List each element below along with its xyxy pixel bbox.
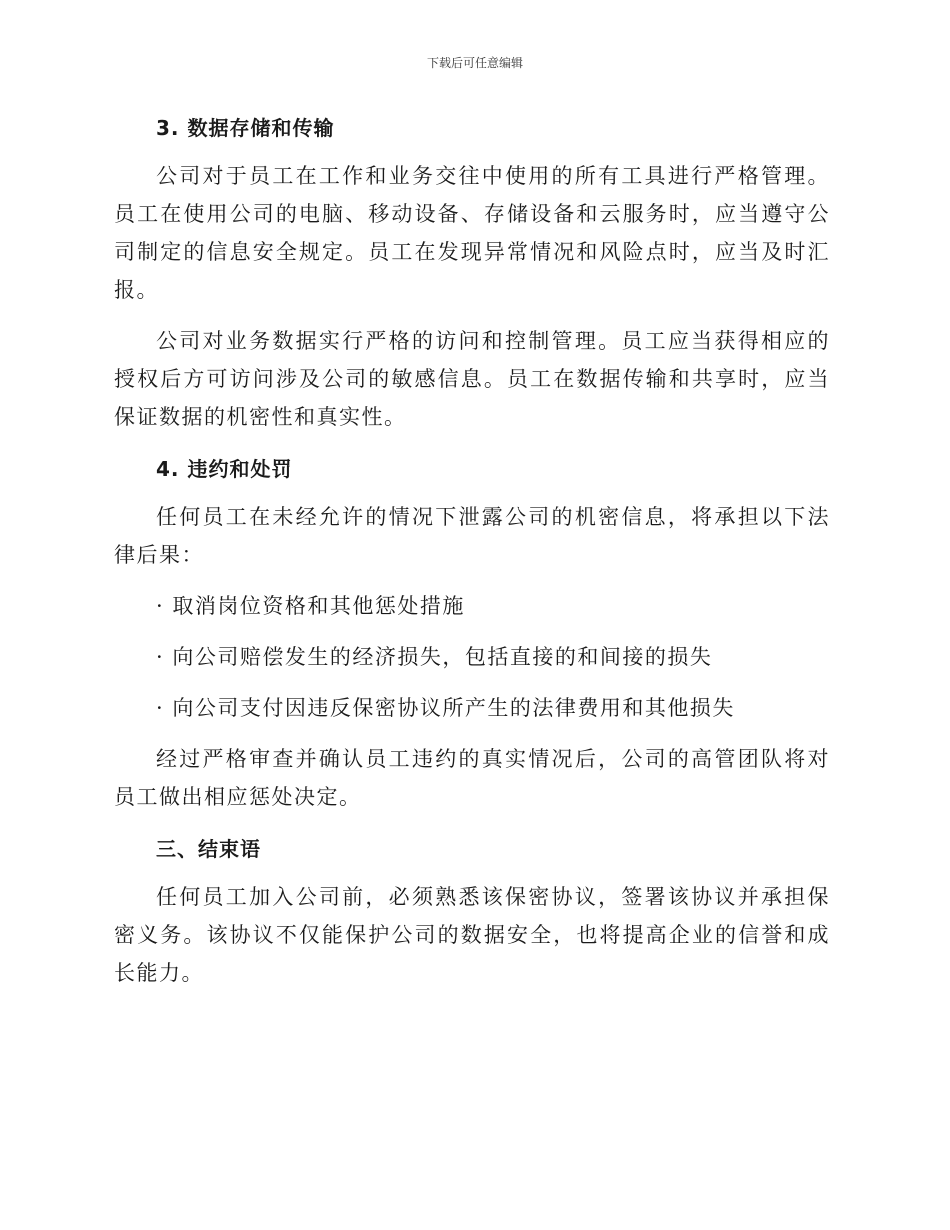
section-heading-breach-penalty: 4. 违约和处罚 <box>156 457 293 481</box>
list-item: · 向公司赔偿发生的经济损失，包括直接的和间接的损失 <box>156 645 713 669</box>
page-header: 下载后可任意编辑 <box>426 56 523 70</box>
paragraph: 公司对业务数据实行严格的访问和控制管理。员工应当获得相应的授权后方可访问涉及公司的敏感信息。员工在数据传输和共享时，应当保证数据的机密性和真实性。 <box>114 329 830 429</box>
paragraph: 经过严格审查并确认员工违约的真实情况后，公司的高管团队将对员工做出相应惩处决定。 <box>114 747 830 809</box>
list-item: · 向公司支付因违反保密协议所产生的法律费用和其他损失 <box>156 696 735 720</box>
section-heading-data-storage: 3. 数据存储和传输 <box>156 116 335 140</box>
section-heading-conclusion: 三、结束语 <box>156 837 261 861</box>
paragraph: 任何员工在未经允许的情况下泄露公司的机密信息，将承担以下法律后果： <box>114 505 830 567</box>
paragraph: 公司对于员工在工作和业务交往中使用的所有工具进行严格管理。员工在使用公司的电脑、移动设备、存储设备和云服务时，应当遵守公司制定的信息安全规定。员工在发现异常情况和风险点时，应当及时汇报。 <box>114 164 830 302</box>
document-body <box>114 112 830 992</box>
paragraph: 任何员工加入公司前，必须熟悉该保密协议，签署该协议并承担保密义务。该协议不仅能保护公司的数据安全，也将提高企业的信誉和成长能力。 <box>114 885 830 985</box>
list-item: · 取消岗位资格和其他惩处措施 <box>156 594 465 618</box>
